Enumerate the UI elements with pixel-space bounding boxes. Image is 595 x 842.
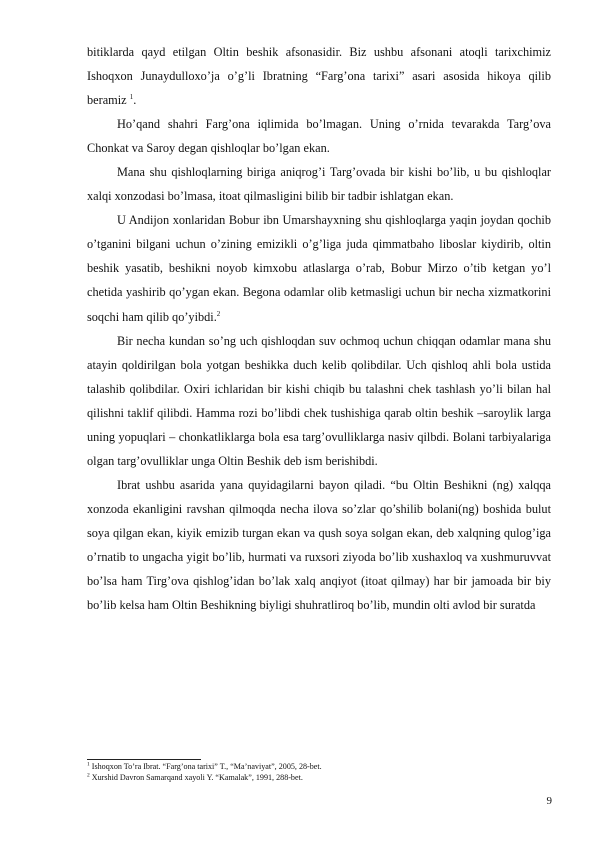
paragraph-1-tail: .: [133, 93, 137, 108]
paragraph-1-text: bitiklarda qayd etilgan Oltin beshik afsonasidir. Biz ushbu afsonani atoqli tarixchimiz Ishoqxon Junaydulloxo’ja o’g’li Ibratning “Farg’ona tarixi” asari asosida hikoya qilib beramiz: [87, 45, 551, 108]
footnote-1: [87, 762, 557, 773]
paragraph-1: [87, 40, 551, 112]
footnote-1-number: 1: [87, 761, 90, 768]
footnote-ref-1[interactable]: 1: [129, 93, 134, 101]
page-number: 9: [546, 795, 552, 807]
paragraph-3: Mana shu qishloqlarning biriga aniqrog’i Targ’ovada bir kishi bo’lib, u bu qishloqlar xalqi xonzodasi bo’lmasa, itoat qilmasligini bilib bir tadbir ishlatgan ekan.: [87, 165, 551, 204]
footnote-1-text: Ishoqxon To’ra Ibrat. “Farg’ona tarixi” T., “Ma’naviyat”, 2005, 28-bet.: [91, 762, 322, 771]
footnote-ref-2[interactable]: 2: [216, 309, 221, 318]
footnotes: [87, 762, 557, 783]
footnote-2-number: 2: [87, 771, 90, 778]
paragraph-4-text: U Andijon xonlaridan Bobur ibn Umarshayxning shu qishloqlarga yaqin joydan qochib o’tganini bilgani uchun o’zining emizikli o’g’liga juda qimmatbaho liboslar kiydirib, oltin beshik yasatib, beshikni noyob kimxobu atlaslarga o’rab, Bobur Mirzo o’tib ketgan yo’l chetida yashirib qo’ygan ekan. Begona odamlar olib ketmasligi uchun bir necha xizmatkorini soqchi ham qilib qo’yibdi.: [87, 213, 551, 324]
footnote-2: [87, 773, 557, 784]
paragraph-6: Ibrat ushbu asarida yana quyidagilarni bayon qiladi. “bu Oltin Beshikni (ng) xalqqa xonzoda ekanligini ravshan qilmoqda necha ilova so’zlar qo’shilib bolani(ng) boshida bulut soya qilgan ekan, kiyik emizib turgan ekan va qush soya solgan ekan, deb xalqning qulog’iga o’rnatib to ungacha yigit bo’lib, hurmati va ruxsori ziyoda bo’lib xushaxloq va xushmuruvvat bo’lsa ham Tirg’ova qishlog’idan bo’lak xalq anqiyot (itoat qilmay) har bir jamoada bir biy bo’lib kelsa ham Oltin Beshikning biyligi shuhratliroq bo’lib, mundin olti avlod bir suratda: [87, 477, 551, 613]
paragraph-5: Bir necha kundan so’ng uch qishloqdan suv ochmoq uchun chiqqan odamlar mana shu atayin qoldirilgan bola yotgan beshikka duch kelib qolibdilar. Uch qishloq ahli bola ustida talashib qolibdilar. Oxiri ichlaridan bir kishi chiqib bu talashni chek tashlash yo’li bilan hal qilishni taklif qilibdi. Hamma rozi bo’libdi chek tushishiga qarab oltin beshik –saroylik larga uning yopuqlari – chonkatliklarga bola esa targ’ovulliklarga nasiv qilbdi. Bolani tarbiyalariga olgan targ’ovulliklar unga Oltin Beshik deb ism berishibdi.: [87, 333, 551, 468]
body-text: [87, 40, 551, 617]
paragraph-2: Ho’qand shahri Farg’ona iqlimida bo’lmagan. Uning o’rnida tevarakda Targ’ova Chonkat va Saroy degan qishloqlar bo’lgan ekan.: [87, 117, 551, 156]
footnote-2-text: Xurshid Davron Samarqand xayoli Y. “Kamalak”, 1991, 288-bet.: [91, 772, 303, 782]
paragraph-4: [87, 208, 551, 328]
footnote-separator: [87, 759, 201, 760]
